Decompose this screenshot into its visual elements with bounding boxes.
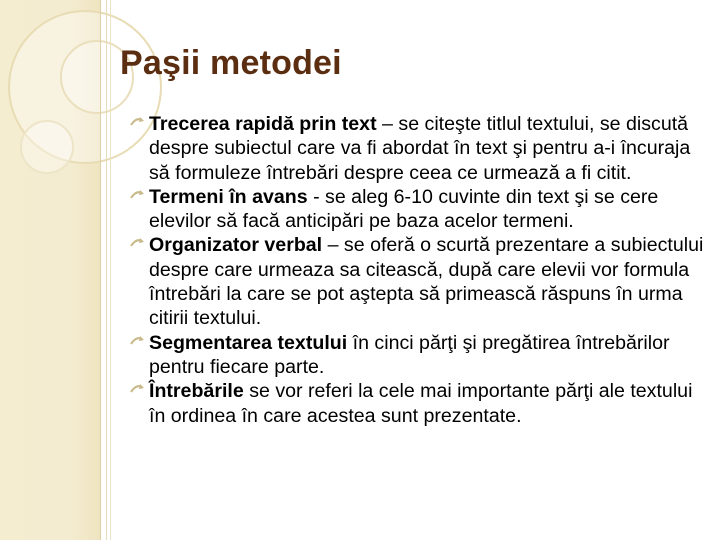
bullet-item — [130, 112, 705, 185]
bullet-text: - se aleg 6-10 cuvinte din text şi se cere elevilor să facă anticipări pe baza acelor termeni. — [149, 185, 659, 233]
bullet-text: – se citeşte titlul textului, se discută despre subiectul care va fi abordat în text şi pentru a-i încuraja să formuleze întrebări despre ceea ce urmează a fi citit. — [149, 113, 691, 184]
bullet-term: Organizator verbal — [149, 234, 323, 257]
bullet-item — [130, 379, 705, 428]
decorative-circle — [20, 120, 74, 174]
band-divider-line — [100, 0, 101, 540]
curved-arrow-icon — [130, 189, 145, 201]
bullet-term: Întrebările — [149, 380, 244, 403]
bullet-term: Trecerea rapidă prin text — [149, 113, 377, 135]
curved-arrow-icon — [130, 116, 145, 128]
bullet-item — [130, 331, 705, 380]
curved-arrow-icon — [130, 335, 145, 347]
bullet-text: în cinci părţi şi pregătirea întrebărilor pentru fiecare parte. — [149, 331, 670, 378]
bullet-list — [130, 112, 705, 428]
band-divider-line — [106, 0, 107, 540]
bullet-term: Segmentarea textului — [149, 331, 348, 354]
curved-arrow-icon — [130, 237, 145, 249]
bullet-item — [130, 233, 705, 330]
bullet-text: – se oferă o scurtă prezentare a subiectului despre care urmeaza sa citească, după care elevii vor formula întrebări la care se pot aştepta să primească răspuns în urma citirii textului. — [149, 234, 704, 330]
decorative-side-band — [0, 0, 100, 540]
bullet-term: Termeni în avans — [149, 185, 308, 208]
slide-title: Paşii metodei — [120, 44, 342, 82]
curved-arrow-icon — [130, 383, 145, 395]
bullet-text: se vor referi la cele mai importante părţi ale textului în ordinea în care acestea sunt prezentate. — [149, 380, 693, 427]
bullet-item — [130, 185, 705, 234]
band-divider-line — [110, 0, 111, 540]
